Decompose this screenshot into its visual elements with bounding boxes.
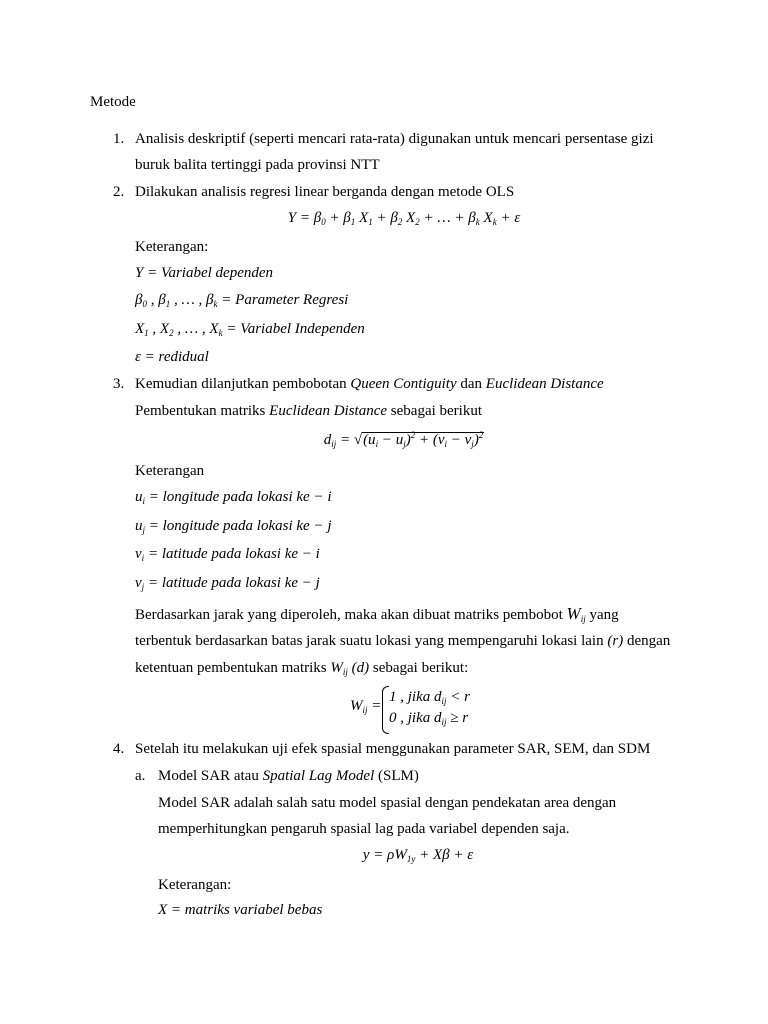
- item-2-keterangan: Keterangan:: [135, 239, 209, 255]
- sublist-a-keterangan: Keterangan:: [158, 877, 232, 893]
- def-x-matrix: X = matriks variabel bebas: [158, 902, 323, 918]
- item-1-text-line2: buruk balita tertinggi pada provinsi NTT: [135, 157, 380, 173]
- list-number-1: 1.: [113, 131, 125, 147]
- paragraph-3-line1: Berdasarkan jarak yang diperoleh, maka akan dibuat matriks pembobot $W_{ij}$ yang: [135, 604, 619, 624]
- def-x-text: Variabel Independen: [240, 321, 365, 337]
- item-1-text-line1: Analisis deskriptif (seperti mencari rata-rata) digunakan untuk mencari persentase gizi: [135, 131, 654, 147]
- weight-case-1: 1 , jika $d_{ij} < r$: [389, 689, 470, 706]
- def-beta: $\beta_0$ , $\beta_1$ , … , $\beta_k$ = Parameter Regresi: [135, 292, 349, 309]
- weight-matrix-brace: [382, 686, 389, 734]
- weight-case-0: 0 , jika $d_{ij} \ge r$: [389, 710, 469, 727]
- def-beta-text: Parameter Regresi: [235, 292, 349, 308]
- regression-equation: $Y = \beta_0 + \beta_1$ $X_1 + \beta_2$ $X_2$ + … + $\beta_k$ $X_k + \varepsilon$: [287, 210, 521, 227]
- sublist-letter-a: a.: [135, 768, 146, 784]
- def-vi: $v_i$ = latitude pada lokasi ke − i: [135, 546, 320, 563]
- list-number-3: 3.: [113, 376, 125, 392]
- paragraph-3-line3: ketentuan pembentukan matriks $W_{ij}$ (d) sebagai berikut:: [135, 660, 469, 677]
- def-x: $X_1$ , $X_2$ , … , $X_k$ = Variabel Independen: [135, 321, 365, 338]
- section-heading: Metode: [90, 94, 136, 110]
- sar-equation: $y = \rho W_{1y} + X\beta + \varepsilon$: [362, 847, 474, 864]
- euclidean-equation: $d_{ij} = √(u_i - u_j)^2 + (v_i - v_j)^2$: [323, 430, 484, 449]
- item-3-text: Kemudian dilanjutkan pembobotan Queen Contiguity dan Euclidean Distance: [135, 376, 604, 392]
- def-y: Y = Variabel dependen: [135, 265, 274, 281]
- sublist-a-para-line2: memperhitungkan pengaruh spasial lag pada variabel dependen saja.: [158, 821, 570, 837]
- def-uj: $u_j$ = longitude pada lokasi ke − j: [135, 518, 332, 535]
- list-number-4: 4.: [113, 741, 125, 757]
- item-4-text: Setelah itu melakukan uji efek spasial menggunakan parameter SAR, SEM, dan SDM: [135, 741, 651, 757]
- sublist-a-title: Model SAR atau Spatial Lag Model (SLM): [158, 768, 419, 784]
- paragraph-3-line2: terbentuk berdasarkan batas jarak suatu lokasi yang mempengaruhi lokasi lain (r) dengan: [135, 633, 671, 649]
- queen-contiguity: Queen Contiguity: [350, 376, 457, 392]
- item-3-subtext: Pembentukan matriks Euclidean Distance sebagai berikut: [135, 403, 483, 419]
- def-ui: $u_i$ = longitude pada lokasi ke − i: [135, 489, 332, 506]
- euclidean-distance: Euclidean Distance: [485, 376, 604, 392]
- list-number-2: 2.: [113, 184, 125, 200]
- item-3-keterangan: Keterangan: [135, 463, 205, 479]
- def-epsilon-text: redidual: [158, 349, 209, 365]
- sublist-a-para-line1: Model SAR adalah salah satu model spasial dengan pendekatan area dengan: [158, 795, 617, 811]
- def-vj: $v_j$ = latitude pada lokasi ke − j: [135, 575, 320, 592]
- weight-matrix-lhs: $W_{ij}$ =: [350, 698, 382, 715]
- def-y-text: Variabel dependen: [160, 265, 274, 281]
- item-2-text: Dilakukan analisis regresi linear berganda dengan metode OLS: [135, 184, 515, 200]
- def-epsilon: ε = redidual: [135, 349, 209, 365]
